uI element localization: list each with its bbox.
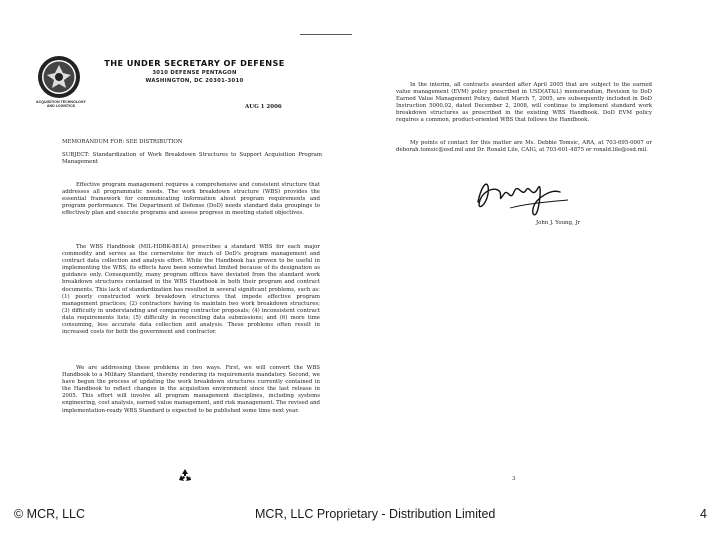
memo-right-paragraph-1 [396, 82, 652, 125]
memo-right-paragraph-2-text: My points of contact for this matter are Ms. Debbie Tomsic, ARA, at 703-695-0007 or deborah.tomsic@osd.mil and Dr. Ronald Lile, CAIG, at 703-601-4875 or ronald.lile@osd.mil. [396, 140, 652, 154]
memo-paragraph-3 [62, 365, 320, 415]
signatory-name: John J. Young, Jr [536, 220, 581, 226]
letterhead [92, 58, 297, 84]
letterhead-title: THE UNDER SECRETARY OF DEFENSE [104, 58, 285, 68]
top-rule [300, 34, 352, 35]
memo-heading: MEMORANDUM FOR: SEE DISTRIBUTION [62, 139, 183, 145]
memo-date: AUG 1 2006 [245, 104, 282, 110]
seal-caption: ACQUISITION TECHNOLOGY AND LOGISTICS [36, 100, 86, 109]
letterhead-address-line2: WASHINGTON, DC 20301-3010 [145, 78, 244, 84]
memo-paragraph-2-text: The WBS Handbook (MIL-HDBK-881A) prescribes a standard WBS for each major commodity and serves as the cornerstone for much of DoD's program management and contract data collection and analysis effort. While the Handbook has proven to be useful in implementing the WBS, its effects have been somewhat limited because of its designation as guidance only. Consequently, many program offices have deviated from the standard work breakdown structures contained in the WBS Handbook in both their program and contract documents. This lack of standardization has resulted in several significant problems, such as: (1) poorly constructed work breakdown structures that impede effective program management practices; (2) contractors having to maintain two work breakdown structures; (3) difficulty in understanding and comparing contractor proposals; (4) inconsistent contract data requirements lists; (5) difficulty in reconciling data submissions; and (6) more time consuming, less accurate data collection and analysis. These problems often result in increased costs for both the government and contractor. [62, 244, 320, 336]
footer-proprietary-notice: MCR, LLC Proprietary - Distribution Limited [255, 507, 496, 521]
subject-label: SUBJECT: [62, 152, 90, 158]
signature-image [470, 172, 580, 220]
memo-paragraph-1 [62, 182, 320, 217]
memo-paragraph-1-text: Effective program management requires a comprehensive and consistent structure that addresses all programmatic needs. The work breakdown structure (WBS) provides the essential framework for communicating information about program requirements and program performance. The Department of Defense (DoD) needs standard data groupings to effectively plan and execute programs and assess progress in meeting stated objectives. [62, 182, 320, 217]
letterhead-address-line1: 3010 DEFENSE PENTAGON [152, 70, 237, 76]
memo-right-paragraph-2 [396, 140, 652, 154]
memo-right-paragraph-1-text: In the interim, all contracts awarded after April 2005 that are subject to the earned value management (EVM) policy prescribed in USD(AT&L) memorandum, Revision to DoD Earned Value Management Policy, dated March 7, 2005, are subsequently included in DoD Instruction 5000.02, dated December 2, 2008, will continue to implement standard work breakdown structures as prescribed in the existing WBS Handbook. DoD EVM policy requires a common, product-oriented WBS that follows the Handbook. [396, 82, 652, 124]
memo-paragraph-3-text: We are addressing these problems in two ways. First, we will convert the WBS Handbook to a Military Standard, thereby rendering its requirements mandatory. Second, we have begun the process of updating the work breakdown structures currently contained in the Handbook to reflect changes in the acquisition environment since the last release in 2005. This effort will involve all program management disciplines, including systems engineering, cost analysis, earned value management, and risk management. The revised and implementation-ready WBS Standard is expected to be published some time next year. [62, 365, 320, 414]
memo-paragraph-2 [62, 244, 320, 336]
footer-copyright: © MCR, LLC [14, 507, 86, 521]
recycle-icon [176, 467, 194, 485]
memo-page-marker: 3 [512, 476, 516, 482]
footer-page-number: 4 [700, 507, 707, 521]
memo-subject [62, 152, 322, 166]
subject-text: Standardization of Work Breakdown Structures to Support Acquisition Program Management [62, 152, 322, 166]
dod-seal-icon [37, 55, 81, 99]
